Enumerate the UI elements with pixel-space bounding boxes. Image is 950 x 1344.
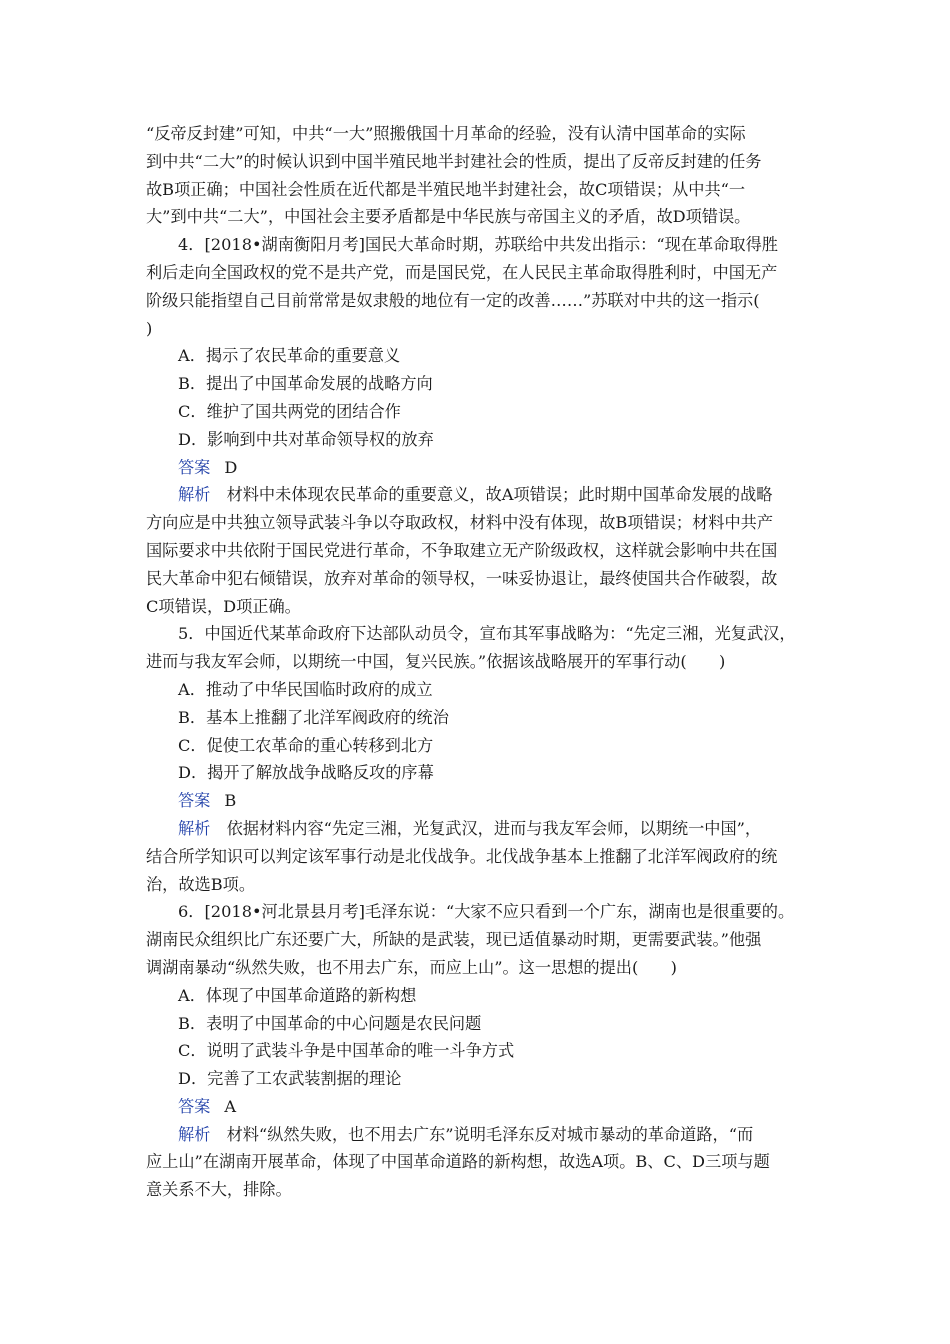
option-c: C．说明了武装斗争是中国革命的唯一斗争方式 — [178, 1041, 515, 1061]
analysis-label: 解析 — [178, 485, 211, 505]
analysis-text: 方向应是中共独立领导武装斗争以夺取政权，材料中没有体现，故B项错误；材料中共产 — [146, 513, 774, 533]
option-b: B．表明了中国革命的中心问题是农民问题 — [178, 1013, 482, 1033]
analysis-line — [146, 481, 808, 509]
analysis-text: 国际要求中共依附于国民党进行革命，不争取建立无产阶级政权，这样就会影响中共在国 — [146, 540, 778, 560]
option-d: D．影响到中共对革命领导权的放弃 — [178, 429, 434, 449]
question-stem: 阶级只能指望自己目前常常是奴隶般的地位有一定的改善……”苏联对中共的这一指示( — [146, 290, 760, 310]
text-line: 大”到中共“二大”，中国社会主要矛盾都是中华民族与帝国主义的矛盾，故D项错误。 — [146, 207, 751, 227]
question-6 — [146, 898, 808, 1204]
analysis-text: 民大革命中犯右倾错误，放弃对革命的领导权，一味妥协退让，最终使国共合作破裂，故 — [146, 568, 778, 588]
analysis-line — [146, 815, 808, 843]
question-stem: 6．[2018•河北景县月考]毛泽东说：“大家不应只看到一个广东，湖南也是很重要的。 — [178, 902, 795, 922]
option-c: C．维护了国共两党的团结合作 — [178, 401, 401, 421]
answer-label: 答案 — [178, 1096, 211, 1116]
question-stem: 5．中国近代某革命政府下达部队动员令，宣布其军事战略为：“先定三湘，光复武汉， — [178, 624, 796, 644]
text-line: 故B项正确；中国社会性质在近代都是半殖民地半封建社会，故C项错误；从中共“一 — [146, 179, 746, 199]
analysis-text: 结合所学知识可以判定该军事行动是北伐战争。北伐战争基本上推翻了北洋军阀政府的统 — [146, 846, 778, 866]
option-c: C．促使工农革命的重心转移到北方 — [178, 735, 434, 755]
question-stem: 利后走向全国政权的党不是共产党，而是国民党，在人民民主革命取得胜利时，中国无产 — [146, 262, 778, 282]
analysis-label: 解析 — [178, 818, 211, 838]
option-a: A．体现了中国革命道路的新构想 — [178, 985, 417, 1005]
question-stem: 进而与我友军会师，以期统一中国，复兴民族。”依据该战略展开的军事行动( ) — [146, 652, 726, 672]
text-line: “反帝反封建”可知，中共“一大”照搬俄国十月革命的经验，没有认清中国革命的实际 — [146, 124, 746, 143]
intro-paragraph — [146, 120, 808, 231]
answer-value: B — [224, 791, 237, 811]
answer-value: D — [224, 457, 238, 477]
question-4 — [146, 231, 808, 620]
answer-label: 答案 — [178, 457, 211, 477]
analysis-text: C项错误，D项正确。 — [146, 596, 301, 616]
analysis-text: 材料中未体现农民革命的重要意义，故A项错误；此时期中国革命发展的战略 — [226, 485, 773, 505]
option-d: D．完善了工农武装割据的理论 — [178, 1069, 402, 1089]
answer-line — [146, 787, 808, 815]
option-b: B．提出了中国革命发展的战略方向 — [178, 374, 433, 394]
answer-label: 答案 — [178, 791, 211, 811]
question-stem: ) — [146, 318, 153, 338]
question-stem: 4．[2018•湖南衡阳月考]国民大革命时期，苏联给中共发出指示：“现在革命取得胜 — [178, 235, 778, 255]
text-line: 到中共“二大”的时候认识到中国半殖民地半封建社会的性质，提出了反帝反封建的任务 — [146, 151, 762, 171]
document-page — [146, 120, 808, 1204]
analysis-text: 材料“纵然失败，也不用去广东”说明毛泽东反对城市暴动的革命道路，“而 — [226, 1124, 754, 1144]
question-stem: 湖南民众组织比广东还要广大，所缺的是武装，现已适值暴动时期，更需要武装。”他强 — [146, 930, 762, 950]
answer-line — [146, 1093, 808, 1121]
analysis-text: 依据材料内容“先定三湘，光复武汉，进而与我友军会师，以期统一中国”， — [226, 818, 762, 838]
option-a: A．推动了中华民国临时政府的成立 — [178, 679, 433, 699]
option-a: A．揭示了农民革命的重要意义 — [178, 346, 401, 366]
analysis-text: 应上山”在湖南开展革命，体现了中国革命道路的新构想，故选A项。B、C、D三项与题 — [146, 1152, 770, 1172]
option-d: D．揭开了解放战争战略反攻的序幕 — [178, 763, 434, 783]
analysis-label: 解析 — [178, 1124, 211, 1144]
question-5 — [146, 620, 808, 898]
answer-line — [146, 454, 808, 482]
option-b: B．基本上推翻了北洋军阀政府的统治 — [178, 707, 449, 727]
analysis-line — [146, 1121, 808, 1149]
analysis-text: 治，故选B项。 — [146, 874, 256, 894]
analysis-text: 意关系不大，排除。 — [146, 1180, 292, 1200]
answer-value: A — [224, 1096, 237, 1116]
question-stem: 调湖南暴动“纵然失败，也不用去广东，而应上山”。这一思想的提出( ) — [146, 957, 677, 977]
